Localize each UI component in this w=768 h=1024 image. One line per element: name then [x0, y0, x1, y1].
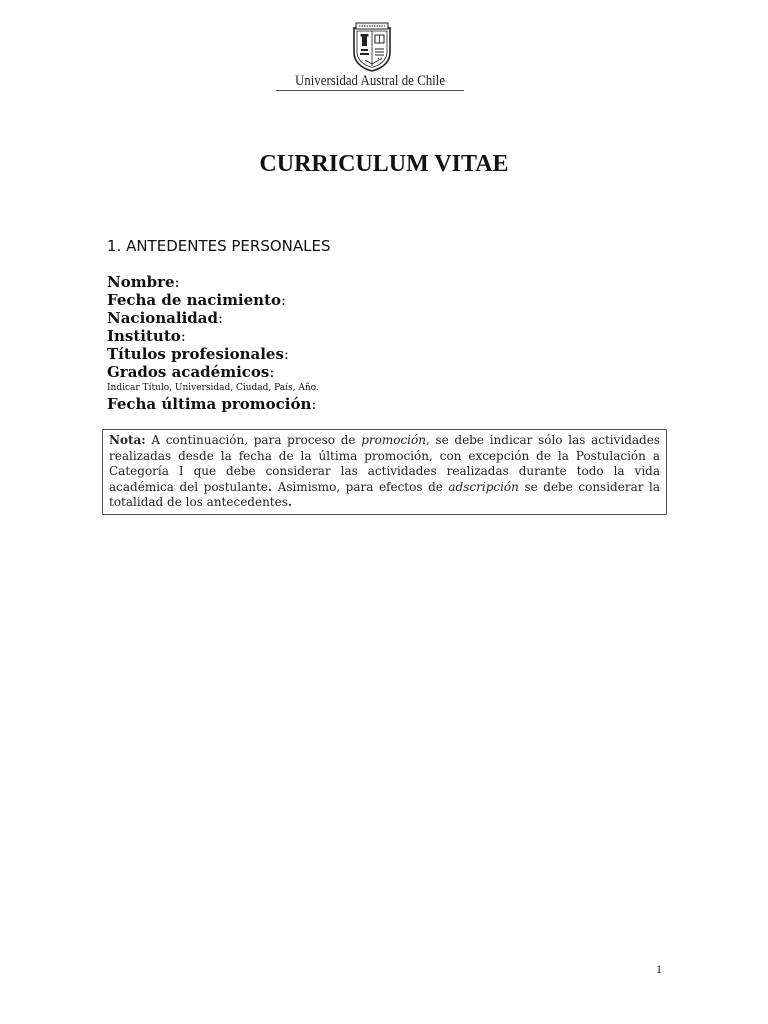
field-instituto — [107, 327, 319, 345]
field-nacionalidad — [107, 309, 319, 327]
field-colon: : — [311, 395, 317, 413]
field-label: Nacionalidad — [107, 309, 218, 327]
field-colon: : — [283, 345, 289, 363]
field-label: Fecha última promoción — [107, 395, 312, 413]
personal-data-fields — [107, 273, 319, 413]
institution-name: Universidad Austral de Chile — [294, 73, 446, 89]
field-colon: : — [269, 363, 275, 381]
field-colon: : — [281, 291, 287, 309]
field-colon: : — [180, 327, 186, 345]
field-grados-hint: Indicar Título, Universidad, Ciudad, País, Año. — [107, 383, 319, 393]
note-period: . — [267, 479, 273, 494]
field-nombre — [107, 273, 319, 291]
university-crest-icon — [351, 22, 393, 72]
note-emphasis: promoción — [361, 433, 426, 447]
field-label: Fecha de nacimiento — [107, 291, 282, 309]
field-fecha-promocion — [107, 395, 319, 413]
field-label: Nombre — [107, 273, 175, 291]
page-number: 1 — [656, 962, 662, 976]
field-fecha-nacimiento — [107, 291, 319, 309]
note-text: se debe considerar la totalidad de los antecedentes — [109, 479, 661, 509]
note-text: , se debe indicar sólo las actividades realizadas desde la fecha de la última promoción, con excepción de la Postulación a Categoría I que debe considerar las actividades realizadas durante todo la vida académica del postulante — [109, 433, 661, 494]
field-label: Grados académicos — [107, 363, 270, 381]
field-colon: : — [217, 309, 224, 327]
logo-underline — [276, 90, 464, 91]
field-grados — [107, 363, 319, 381]
page-title: CURRICULUM VITAE — [259, 151, 509, 177]
note-text: Asimismo, para efectos de — [272, 479, 449, 494]
field-label: Instituto — [107, 327, 181, 345]
note-text: A continuación, para proceso de — [145, 433, 362, 447]
section-heading: 1. ANTEDENTES PERSONALES — [107, 237, 331, 255]
field-colon: : — [174, 273, 180, 291]
note-emphasis: adscripción — [448, 479, 519, 494]
field-titulos — [107, 345, 319, 363]
note-period: . — [287, 495, 293, 509]
field-label: Títulos profesionales — [107, 345, 284, 363]
note-box — [102, 429, 667, 515]
note-label: Nota: — [109, 433, 146, 447]
